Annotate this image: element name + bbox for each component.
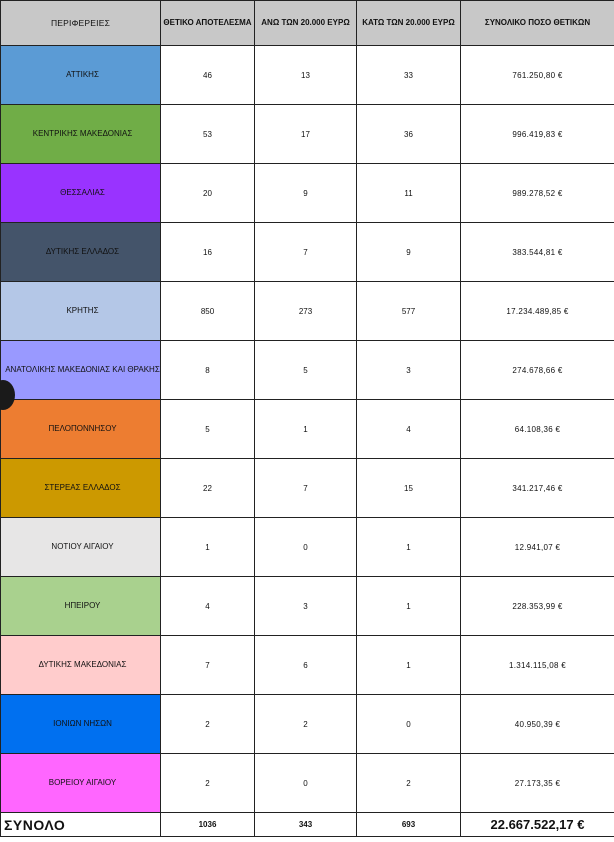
region-cell: ΠΕΛΟΠΟΝΝΗΣΟΥ xyxy=(1,400,161,459)
amount-cell: 761.250,80 € xyxy=(461,46,614,105)
above-cell: 273 xyxy=(255,282,357,341)
region-cell: ΚΡΗΤΗΣ xyxy=(1,282,161,341)
table-row xyxy=(1,754,614,813)
above-cell: 5 xyxy=(255,341,357,400)
above-cell: 9 xyxy=(255,164,357,223)
below-cell: 33 xyxy=(357,46,461,105)
above-cell: 7 xyxy=(255,223,357,282)
below-cell: 1 xyxy=(357,577,461,636)
table-row xyxy=(1,46,614,105)
table-row xyxy=(1,577,614,636)
total-row xyxy=(1,813,614,837)
below-cell: 15 xyxy=(357,459,461,518)
total-amount: 22.667.522,17 € xyxy=(461,813,614,837)
total-below: 693 xyxy=(357,813,461,837)
amount-cell: 228.353,99 € xyxy=(461,577,614,636)
table-row xyxy=(1,636,614,695)
amount-cell: 1.314.115,08 € xyxy=(461,636,614,695)
amount-cell: 27.173,35 € xyxy=(461,754,614,813)
below-cell: 4 xyxy=(357,400,461,459)
region-cell: ΑΤΤΙΚΗΣ xyxy=(1,46,161,105)
amount-cell: 274.678,66 € xyxy=(461,341,614,400)
positive-cell: 1 xyxy=(161,518,255,577)
below-cell: 577 xyxy=(357,282,461,341)
above-cell: 0 xyxy=(255,754,357,813)
below-cell: 9 xyxy=(357,223,461,282)
positive-cell: 2 xyxy=(161,695,255,754)
total-label: ΣΥΝΟΛΟ xyxy=(1,813,161,837)
below-cell: 11 xyxy=(357,164,461,223)
amount-cell: 40.950,39 € xyxy=(461,695,614,754)
region-cell: ΚΕΝΤΡΙΚΗΣ ΜΑΚΕΔΟΝΙΑΣ xyxy=(1,105,161,164)
region-cell: ΝΟΤΙΟΥ ΑΙΓΑΙΟΥ xyxy=(1,518,161,577)
region-cell: ΗΠΕΙΡΟΥ xyxy=(1,577,161,636)
region-cell: ΙΟΝΙΩΝ ΝΗΣΩΝ xyxy=(1,695,161,754)
amount-cell: 64.108,36 € xyxy=(461,400,614,459)
above-cell: 17 xyxy=(255,105,357,164)
header-positive: ΘΕΤΙΚΟ ΑΠΟΤΕΛΕΣΜΑ xyxy=(161,1,255,46)
amount-cell: 12.941,07 € xyxy=(461,518,614,577)
below-cell: 2 xyxy=(357,754,461,813)
region-cell: ΔΥΤΙΚΗΣ ΜΑΚΕΔΟΝΙΑΣ xyxy=(1,636,161,695)
region-cell: ΔΥΤΙΚΗΣ ΕΛΛΑΔΟΣ xyxy=(1,223,161,282)
amount-cell: 17.234.489,85 € xyxy=(461,282,614,341)
total-above: 343 xyxy=(255,813,357,837)
positive-cell: 850 xyxy=(161,282,255,341)
above-cell: 13 xyxy=(255,46,357,105)
region-cell: ΒΟΡΕΙΟΥ ΑΙΓΑΙΟΥ xyxy=(1,754,161,813)
below-cell: 1 xyxy=(357,518,461,577)
above-cell: 7 xyxy=(255,459,357,518)
table-row xyxy=(1,223,614,282)
positive-cell: 46 xyxy=(161,46,255,105)
region-cell: ΘΕΣΣΑΛΙΑΣ xyxy=(1,164,161,223)
table-row xyxy=(1,400,614,459)
positive-cell: 5 xyxy=(161,400,255,459)
header-above: ΑΝΩ ΤΩΝ 20.000 ΕΥΡΩ xyxy=(255,1,357,46)
header-region: ΠΕΡΙΦΕΡΕΙΕΣ xyxy=(1,1,161,46)
table-row xyxy=(1,105,614,164)
positive-cell: 4 xyxy=(161,577,255,636)
positive-cell: 16 xyxy=(161,223,255,282)
positive-cell: 7 xyxy=(161,636,255,695)
above-cell: 0 xyxy=(255,518,357,577)
header-row xyxy=(1,1,614,46)
table-row xyxy=(1,164,614,223)
positive-cell: 22 xyxy=(161,459,255,518)
table-row xyxy=(1,518,614,577)
below-cell: 0 xyxy=(357,695,461,754)
table-row xyxy=(1,459,614,518)
above-cell: 2 xyxy=(255,695,357,754)
total-positive: 1036 xyxy=(161,813,255,837)
amount-cell: 383.544,81 € xyxy=(461,223,614,282)
below-cell: 36 xyxy=(357,105,461,164)
amount-cell: 996.419,83 € xyxy=(461,105,614,164)
amount-cell: 989.278,52 € xyxy=(461,164,614,223)
table-row xyxy=(1,695,614,754)
table-row xyxy=(1,282,614,341)
positive-cell: 8 xyxy=(161,341,255,400)
table-body xyxy=(1,46,614,813)
header-total-amount: ΣΥΝΟΛΙΚΟ ΠΟΣΟ ΘΕΤΙΚΩΝ xyxy=(461,1,614,46)
positive-cell: 20 xyxy=(161,164,255,223)
above-cell: 1 xyxy=(255,400,357,459)
above-cell: 3 xyxy=(255,577,357,636)
positive-cell: 2 xyxy=(161,754,255,813)
region-cell: ΣΤΕΡΕΑΣ ΕΛΛΑΔΟΣ xyxy=(1,459,161,518)
table-row xyxy=(1,341,614,400)
amount-cell: 341.217,46 € xyxy=(461,459,614,518)
below-cell: 1 xyxy=(357,636,461,695)
below-cell: 3 xyxy=(357,341,461,400)
above-cell: 6 xyxy=(255,636,357,695)
region-cell: ΑΝΑΤΟΛΙΚΗΣ ΜΑΚΕΔΟΝΙΑΣ ΚΑΙ ΘΡΑΚΗΣ xyxy=(1,341,161,400)
positive-cell: 53 xyxy=(161,105,255,164)
header-below: ΚΑΤΩ ΤΩΝ 20.000 ΕΥΡΩ xyxy=(357,1,461,46)
